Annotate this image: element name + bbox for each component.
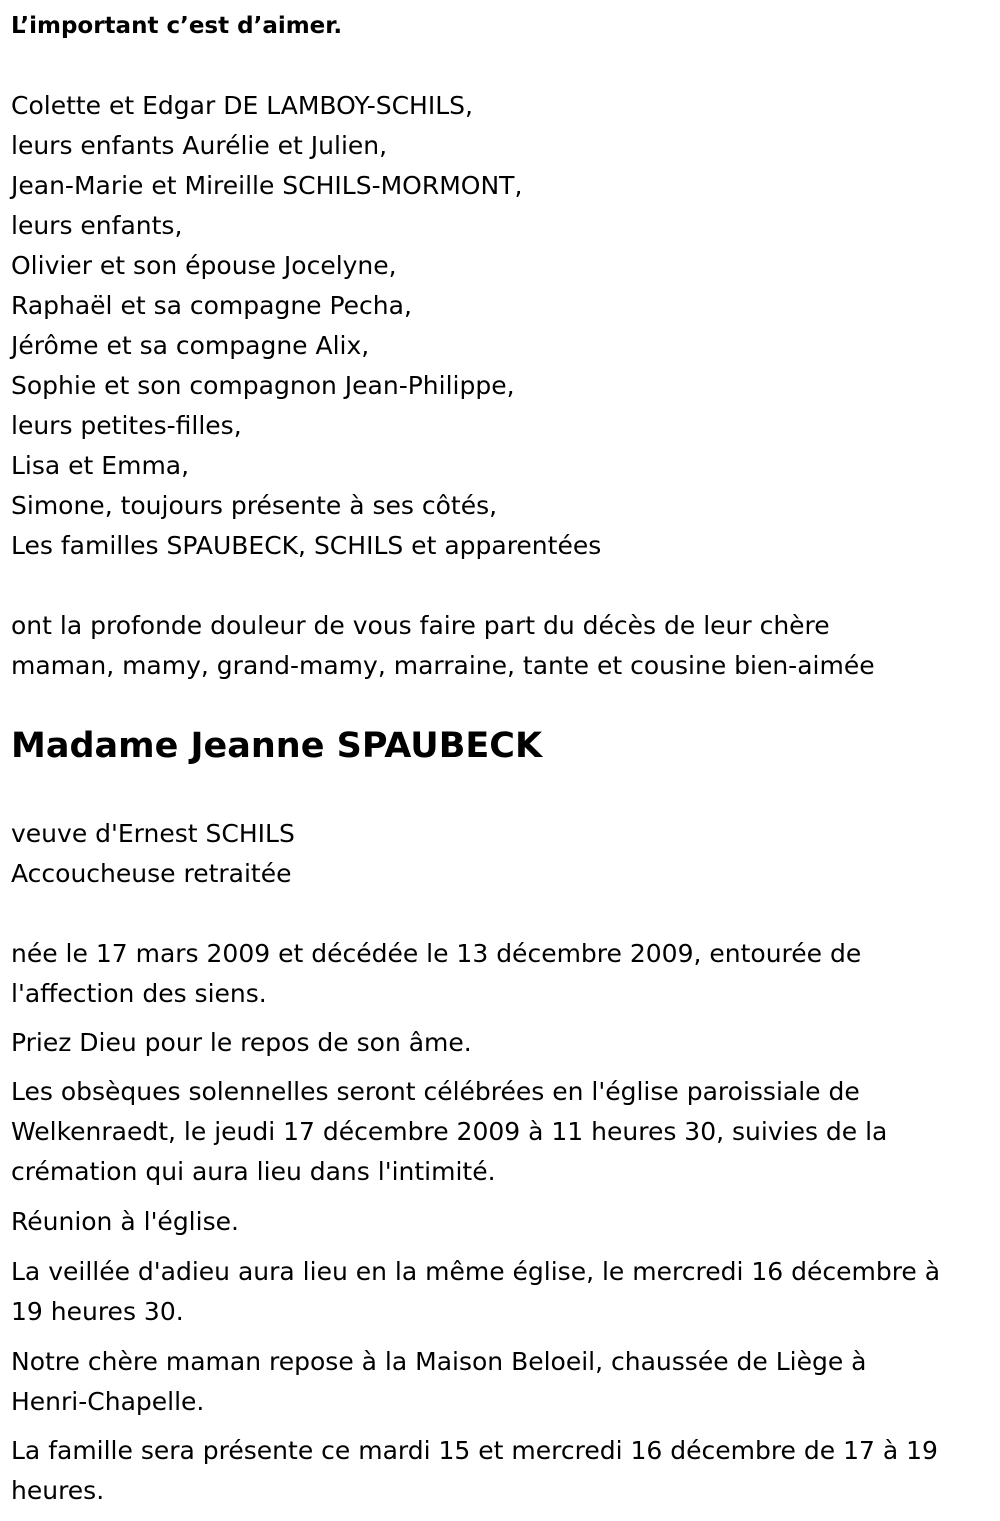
announcement-line: maman, mamy, grand-mamy, marraine, tante et cousine bien-aimée	[11, 651, 875, 680]
motto: L’important c’est d’aimer.	[11, 13, 343, 39]
family-line: Colette et Edgar DE LAMBOY-SCHILS,	[11, 91, 473, 120]
family-line: Jérôme et sa compagne Alix,	[11, 331, 370, 360]
family-line: Jean-Marie et Mireille SCHILS-MORMONT,	[11, 171, 523, 200]
paragraph-line: heures.	[11, 1476, 105, 1505]
family-line: Lisa et Emma,	[11, 451, 190, 480]
family-line: Sophie et son compagnon Jean-Philippe,	[11, 371, 515, 400]
detail-line: veuve d'Ernest SCHILS	[11, 819, 295, 848]
family-line: Raphaël et sa compagne Pecha,	[11, 291, 412, 320]
paragraph-line: Notre chère maman repose à la Maison Beloeil, chaussée de Liège à	[11, 1347, 867, 1376]
paragraph-line: La veillée d'adieu aura lieu en la même église, le mercredi 16 décembre à	[11, 1257, 941, 1286]
paragraph-line: Les obsèques solennelles seront célébrées en l'église paroissiale de	[11, 1077, 860, 1106]
detail-line: Accoucheuse retraitée	[11, 859, 292, 888]
family-line: leurs petites-filles,	[11, 411, 242, 440]
paragraph-line: Welkenraedt, le jeudi 17 décembre 2009 à 11 heures 30, suivies de la	[11, 1117, 888, 1146]
paragraph-line: née le 17 mars 2009 et décédée le 13 décembre 2009, entourée de	[11, 939, 862, 968]
paragraph-line: La famille sera présente ce mardi 15 et mercredi 16 décembre de 17 à 19	[11, 1436, 938, 1465]
announcement-line: ont la profonde douleur de vous faire part du décès de leur chère	[11, 611, 830, 640]
paragraph-line: Réunion à l'église.	[11, 1207, 239, 1236]
family-line: leurs enfants,	[11, 211, 183, 240]
paragraph-line: crémation qui aura lieu dans l'intimité.	[11, 1157, 496, 1186]
paragraph-line: 19 heures 30.	[11, 1297, 184, 1326]
paragraph-line: Priez Dieu pour le repos de son âme.	[11, 1028, 472, 1057]
family-line: Olivier et son épouse Jocelyne,	[11, 251, 397, 280]
family-line: leurs enfants Aurélie et Julien,	[11, 131, 388, 160]
paragraph-line: l'affection des siens.	[11, 979, 267, 1008]
paragraph-line: Henri-Chapelle.	[11, 1387, 205, 1416]
deceased-name: Madame Jeanne SPAUBECK	[11, 726, 543, 766]
family-line: Simone, toujours présente à ses côtés,	[11, 491, 498, 520]
family-line: Les familles SPAUBECK, SCHILS et apparentées	[11, 531, 602, 560]
